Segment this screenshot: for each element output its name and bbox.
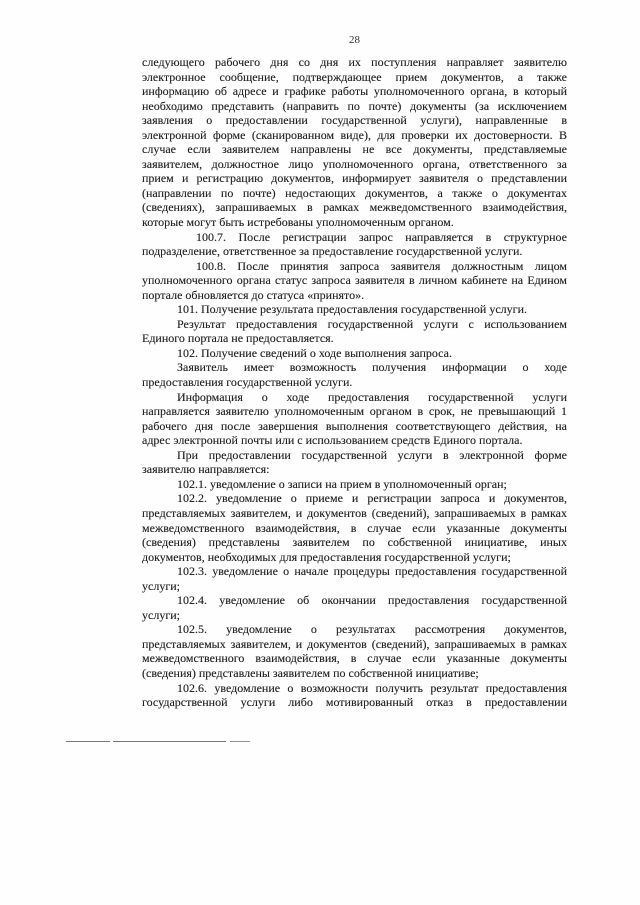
text-line: межведомственного взаимодействия, в случае если указанные документы — [142, 651, 567, 666]
paragraph-101-heading — [142, 302, 567, 317]
text-line: 102.3. уведомление о начале процедуры предоставления государственной — [177, 564, 567, 579]
text-line: 100.7. После регистрации запрос направляется в структурное — [196, 229, 567, 244]
text-line: необходимо представить (направить по почте) документы (за исключением — [142, 98, 567, 113]
text-line: направляется заявителю уполномоченным органом в срок, не превышающий 1 — [142, 404, 567, 419]
text-line: 102.2. уведомление о приеме и регистрации запроса и документов, — [177, 491, 567, 506]
text-line: 102.4. уведомление об окончании предоставления государственной — [177, 593, 567, 608]
text-line: Заявитель имеет возможность получения информации о ходе — [177, 360, 567, 375]
paragraph-102-6 — [142, 681, 567, 710]
footnote-separator — [66, 741, 250, 742]
text-line: 102.5. уведомление о результатах рассмотрения документов, — [177, 622, 567, 637]
paragraph-result — [142, 317, 567, 346]
text-line: заявителем, должностное лицо уполномоченного органа, ответственного за — [142, 156, 567, 171]
paragraph-102-1 — [142, 477, 567, 492]
text-line: портале обновляется до статуса «принято». — [142, 287, 365, 302]
text-line: адрес электронной почты или с использованием средств Единого портала. — [142, 433, 523, 448]
text-line: 100.8. После принятия запроса заявителя должностным лицом — [196, 258, 567, 273]
text-line: рабочего дня после завершения выполнения соответствующего действия, на — [142, 418, 567, 433]
text-line: которые могут быть истребованы уполномоченным органом. — [142, 215, 454, 230]
text-line: электронной форме (сканированном виде), для проверки их достоверности. В — [142, 127, 567, 142]
text-line: Информация о ходе предоставления государственной услуги — [177, 389, 567, 404]
text-line: заявления о предоставлении государственной услуги), направленные в — [142, 113, 567, 128]
text-line: Результат предоставления государственной услуги с использованием — [177, 316, 567, 331]
text-line: информацию об адресе и графике работы уполномоченного органа, в который — [142, 84, 567, 99]
page-number: 28 — [349, 34, 360, 46]
text-line: уполномоченного органа статус запроса заявителя в личном кабинете на Едином — [142, 273, 567, 288]
paragraph-102-heading — [142, 346, 567, 361]
text-line: 101. Получение результата предоставления государственной услуги. — [177, 302, 527, 317]
text-line: предоставления государственной услуги. — [142, 375, 353, 390]
text-line: случае если заявителем направлены не все документы, представляемые — [142, 142, 567, 157]
text-line: услуги; — [142, 607, 180, 622]
paragraph-100-7 — [142, 230, 567, 259]
text-line: представляемых заявителем, и документов (сведений), запрашиваемых в рамках — [142, 505, 567, 520]
text-line: следующего рабочего дня со дня их поступления направляет заявителю — [142, 55, 567, 69]
text-line: межведомственного взаимодействия, в случае если указанные документы — [142, 520, 567, 535]
text-line: государственной услуги либо мотивированный отказ в предоставлении — [142, 695, 567, 710]
text-line: представляемых заявителем, и документов (сведений), запрашиваемых в рамках — [142, 636, 567, 651]
text-line: Единого портала не предоставляется. — [142, 331, 334, 346]
document-body — [142, 55, 567, 710]
paragraph-applicant — [142, 360, 567, 389]
paragraph-electronic-form — [142, 448, 567, 477]
text-line: электронное сообщение, подтверждающее прием документов, а также — [142, 69, 567, 84]
text-line: прием и регистрацию документов, информирует заявителя о представлении — [142, 171, 567, 186]
paragraph-102-3 — [142, 564, 567, 593]
text-line: подразделение, ответственное за предоставление государственной услуги. — [142, 244, 523, 259]
text-line: При предоставлении государственной услуги в электронной форме — [177, 447, 567, 462]
text-line: документов, необходимых для предоставления государственной услуги; — [142, 549, 511, 564]
paragraph-102-2 — [142, 491, 567, 564]
paragraph-102-5 — [142, 622, 567, 680]
text-line: услуги; — [142, 578, 180, 593]
text-line: (направлении по почте) недостающих документов, а также о документах — [142, 185, 567, 200]
paragraph-information — [142, 390, 567, 448]
text-line: 102.6. уведомление о возможности получить результат предоставления — [177, 680, 567, 695]
text-line: заявителю направляется: — [142, 462, 270, 477]
text-line: 102.1. уведомление о записи на прием в уполномоченный орган; — [177, 476, 507, 491]
paragraph-continued — [142, 55, 567, 230]
paragraph-102-4 — [142, 593, 567, 622]
text-line: (сведениях), запрашиваемых в рамках межведомственного взаимодействия, — [142, 200, 567, 215]
text-line: (сведения) представлены заявителем по собственной инициативе, иных — [142, 535, 567, 550]
paragraph-100-8 — [142, 259, 567, 303]
text-line: (сведения) представлены заявителем по собственной инициативе; — [142, 665, 479, 680]
text-line: 102. Получение сведений о ходе выполнения запроса. — [177, 345, 452, 360]
